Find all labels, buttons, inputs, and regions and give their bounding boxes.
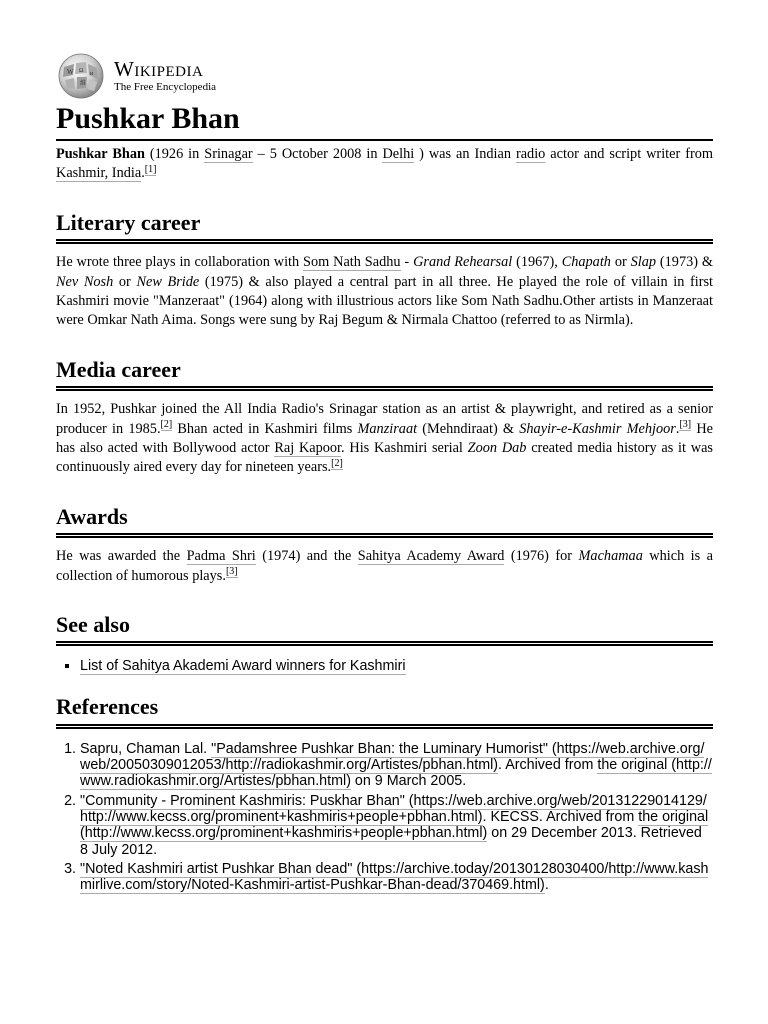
references-list (56, 741, 713, 894)
reference-item: 3. "Noted Kashmiri artist Pushkar Bhan dead" (https://archive.today/20130128030400/http://www.kashmirlive.com/story/Noted-Kashmiri-artist-Pushkar-Bhan-dead/370469.html). (80, 861, 713, 894)
article-page (56, 50, 713, 897)
heading-see-also: See also (56, 612, 713, 646)
section-see-also (56, 612, 713, 674)
link-srinagar[interactable]: Srinagar (204, 146, 253, 162)
wordmark-tagline: The Free Encyclopedia (114, 81, 217, 93)
media-paragraph: In 1952, Pushkar joined the All India Radio's Srinagar station as an artist & playwright, and retired as a senior producer in 1985.[2] Bhan acted in Kashmiri films Manziraat (Mehndiraat) & Shayir-e-Kashmir Mehjoor.[3] He has also acted with Bollywood actor Raj Kapoor. His Kashmiri serial Zoon Dab created media history as it was continuously aired every day for nineteen years.[2] (56, 401, 714, 476)
section-media-career (56, 357, 713, 478)
heading-awards: Awards (56, 504, 713, 538)
literary-paragraph: He wrote three plays in collaboration with Som Nath Sadhu - Grand Rehearsal (1967), Chapath or Slap (1973) & Nev Nosh or New Bride (1975) & also played a central part in all three. He played the role of villain in first Kashmiri movie "Manzeraat" (1964) along with illustrious actors like Som Nath Sadhu.Other artists in Manzeraat were Omkar Nath Aima. Songs were sung by Raj Begum & Nirmala Chattoo (referred to as Nirmla). (56, 254, 714, 329)
svg-text:Ω: Ω (79, 68, 84, 74)
wikipedia-wordmark (114, 59, 216, 93)
link-radio[interactable]: radio (515, 146, 546, 162)
page-title: Pushkar Bhan (56, 102, 713, 141)
wordmark-name: Wikipedia (114, 57, 204, 81)
heading-references: References (56, 694, 713, 728)
citation-ref[interactable]: [3] (679, 418, 692, 430)
section-literary-career (56, 210, 713, 331)
heading-media-career: Media career (56, 357, 713, 391)
section-awards (56, 504, 713, 586)
reference-link[interactable]: "Community - Prominent Kashmiris: Puskhar Bhan" (https://web.archive.org/web/20131229014129/http://www.kecss.org/prominent+kashmiris+people+pbhan.html) (80, 792, 707, 826)
link-padma-shri[interactable]: Padma Shri (186, 548, 256, 565)
wikipedia-logo[interactable] (56, 50, 713, 102)
svg-text:W: W (67, 68, 74, 76)
link-sahitya-academy-award[interactable]: Sahitya Academy Award (357, 548, 505, 565)
reference-link[interactable]: "Padamshree Pushkar Bhan: the Luminary Humorist" (https://web.archive.org/web/20050309012053/http://radiokashmir.org/Artistes/pbhan.html) (80, 740, 705, 774)
subject-name: Pushkar Bhan (56, 146, 145, 162)
see-also-list (56, 658, 713, 674)
citation-ref[interactable]: [2] (160, 418, 173, 430)
link-som-nath-sadhu[interactable]: Som Nath Sadhu (303, 254, 401, 271)
link-sahitya-award-winners-kashmiri[interactable]: List of Sahitya Akademi Award winners for Kashmiri (80, 658, 406, 675)
link-delhi[interactable]: Delhi (382, 146, 415, 162)
reference-item: 2. "Community - Prominent Kashmiris: Puskhar Bhan" (https://web.archive.org/web/20131229014129/http://www.kecss.org/prominent+kashmiris+people+pbhan.html). KECSS. Archived from the original (http://www.kecss.org/prominent+kashmiris+people+pbhan.html) on 29 December 2013. Retrieved 8 July 2012. (80, 793, 713, 858)
reference-original-link[interactable]: the original (http://www.radiokashmir.org/Artistes/pbhan.html) (80, 757, 712, 790)
reference-link[interactable]: "Noted Kashmiri artist Pushkar Bhan dead" (https://archive.today/20130128030400/http://www.kashmirlive.com/story/Noted-Kashmiri-artist-Pushkar-Bhan-dead/370469.html) (80, 860, 709, 894)
citation-ref[interactable]: [3] (225, 565, 238, 577)
reference-item: 1. Sapru, Chaman Lal. "Padamshree Pushkar Bhan: the Luminary Humorist" (https://web.archive.org/web/20050309012053/http://radiokashmir.org/Artistes/pbhan.html). Archived from the original (http://www.radiokashmir.org/Artistes/pbhan.html) on 9 March 2005. (80, 741, 713, 790)
wikipedia-globe-icon (56, 53, 106, 99)
citation-ref[interactable]: [2] (331, 457, 343, 469)
svg-text:и: и (90, 71, 94, 77)
svg-text:維: 維 (80, 81, 87, 87)
list-item (80, 658, 713, 674)
section-references (56, 694, 713, 893)
citation-ref[interactable]: [1] (144, 163, 157, 175)
heading-literary-career: Literary career (56, 210, 713, 244)
lead-paragraph: Pushkar Bhan (1926 in Srinagar – 5 October 2008 in Delhi ) was an Indian radio actor and script writer from Kashmir, India.[1] (56, 146, 713, 182)
reference-original-link[interactable]: the original (http://www.kecss.org/prominent+kashmiris+people+pbhan.html) (80, 809, 709, 842)
link-raj-kapoor[interactable]: Raj Kapoor (274, 440, 342, 457)
awards-paragraph: He was awarded the Padma Shri (1974) and the Sahitya Academy Award (1976) for Machamaa which is a collection of humorous plays.[3] (56, 548, 714, 584)
link-kashmir-india[interactable]: Kashmir, India (56, 165, 142, 182)
